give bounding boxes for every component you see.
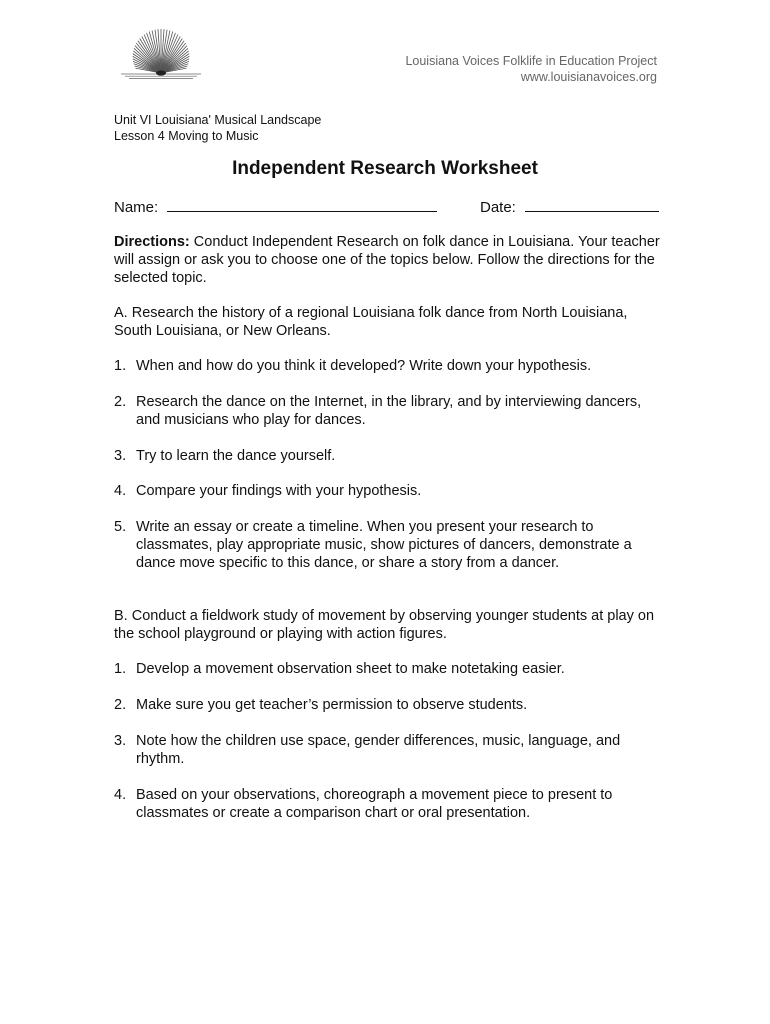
list-item xyxy=(114,696,664,714)
organization-name: Louisiana Voices Folklife in Education Project xyxy=(405,54,657,68)
item-number: 4. xyxy=(114,483,127,499)
item-text: Note how the children use space, gender differences, music, language, and rhythm. xyxy=(136,733,621,767)
item-text: Compare your findings with your hypothesis. xyxy=(136,483,422,499)
directions-label: Directions: xyxy=(114,234,190,250)
item-number: 1. xyxy=(114,661,127,677)
organization-url: www.louisianavoices.org xyxy=(520,70,657,84)
name-field[interactable] xyxy=(114,197,437,217)
louisiana-voices-logo xyxy=(115,24,207,80)
item-number: 4. xyxy=(114,787,127,803)
item-text: Develop a movement observation sheet to make notetaking easier. xyxy=(136,661,565,677)
page-title: Independent Research Worksheet xyxy=(232,158,538,179)
name-label: Name: xyxy=(114,199,159,216)
list-item xyxy=(114,357,664,375)
date-label: Date: xyxy=(480,199,516,216)
date-blank-line[interactable] xyxy=(525,197,659,212)
lesson-title: Lesson 4 Moving to Music xyxy=(114,129,259,143)
item-number: 2. xyxy=(114,394,127,410)
item-text: Make sure you get teacher’s permission to observe students. xyxy=(136,697,528,713)
item-text: When and how do you think it developed? Write down your hypothesis. xyxy=(136,358,592,374)
item-text: Research the dance on the Internet, in the library, and by interviewing dancers, and musicians who play for dances. xyxy=(136,394,642,428)
item-text: Based on your observations, choreograph a movement piece to present to classmates or create a comparison chart or oral presentation. xyxy=(136,787,613,821)
section-a-intro: A. Research the history of a regional Louisiana folk dance from North Louisiana, South Louisiana, or New Orleans. xyxy=(114,305,628,339)
list-item xyxy=(114,518,664,572)
item-number: 3. xyxy=(114,733,127,749)
directions-paragraph xyxy=(114,233,664,287)
list-item xyxy=(114,482,664,500)
item-number: 2. xyxy=(114,697,127,713)
unit-title: Unit VI Louisiana' Musical Landscape xyxy=(114,113,322,127)
item-text: Try to learn the dance yourself. xyxy=(136,448,336,464)
list-item xyxy=(114,786,664,822)
item-text: Write an essay or create a timeline. When you present your research to classmates, play appropriate music, show pictures of dancers, demonstrate a dance move specific to this dance, or share a story from a dancer. xyxy=(136,519,632,571)
list-item xyxy=(114,732,664,768)
section-b-intro: B. Conduct a fieldwork study of movement by observing younger students at play on the school playground or playing with action figures. xyxy=(114,608,655,642)
item-number: 3. xyxy=(114,448,127,464)
date-field[interactable] xyxy=(480,197,659,217)
list-item xyxy=(114,447,664,465)
directions-text: Conduct Independent Research on folk dance in Louisiana. Your teacher will assign or ask you to choose one of the topics below. Follow the directions for the selected topic. xyxy=(114,234,660,286)
list-item xyxy=(114,393,664,429)
item-number: 1. xyxy=(114,358,127,374)
organization-header xyxy=(405,53,657,85)
name-blank-line[interactable] xyxy=(167,197,437,212)
list-item xyxy=(114,660,664,678)
item-number: 5. xyxy=(114,519,127,535)
unit-info xyxy=(114,112,321,144)
